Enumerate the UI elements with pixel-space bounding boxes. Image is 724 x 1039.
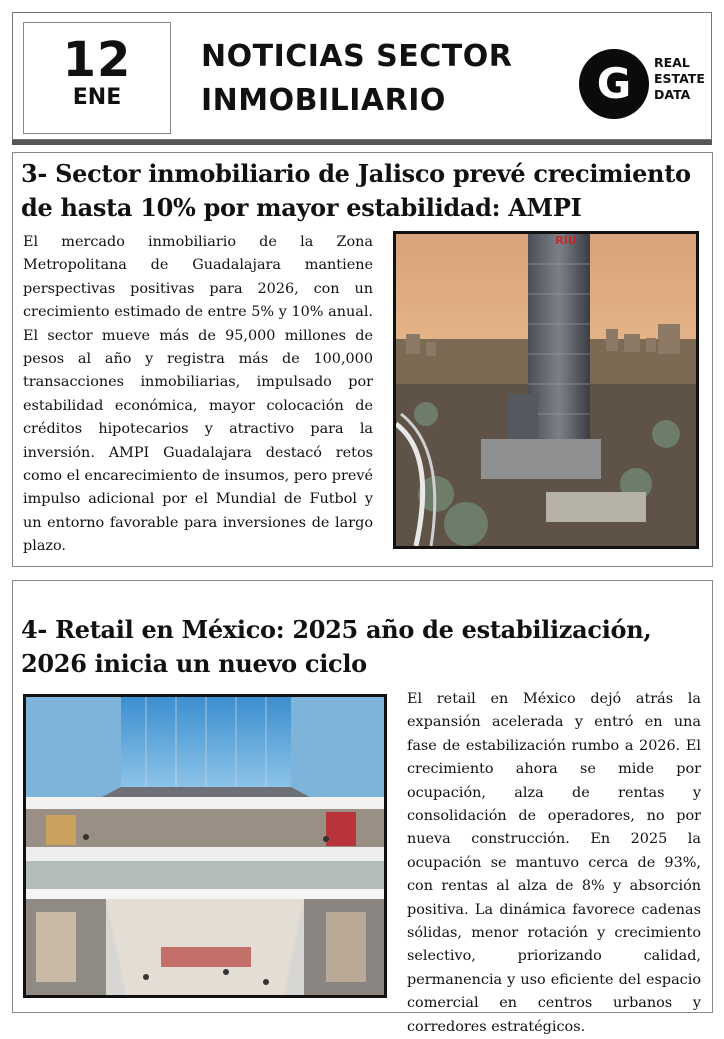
article-body: El mercado inmobiliario de la Zona Metropolitana de Guadalajara mantiene perspectivas positivas para 2026, con un crecimiento estimado de entre 5% y 10% anual. El sector mueve más de 95,000 millones de pesos al año y registra más de 100,000 transacciones inmobiliarias, impulsado por estabilidad económica, mayor colocación de créditos hipotecarios y atractivo para la inversión. AMPI Guadalajara destacó retos como el encarecimiento de insumos, pero prevé impulso adicional por el Mundial de Futbol y un entorno favorable para inversiones de largo plazo. [23, 234, 373, 555]
article-headline: 3- Sector inmobiliario de Jalisco prevé crecimiento de hasta 10% por mayor estabilidad: AMPI [21, 159, 691, 222]
page-header [12, 12, 712, 140]
page-title-line2: INMOBILIARIO [201, 83, 446, 118]
shopping-mall-photo [23, 694, 387, 998]
guadalajara-skyline-photo [393, 231, 699, 549]
skyline-image [396, 234, 696, 546]
header-divider [12, 140, 712, 145]
article-card-3 [12, 152, 713, 567]
article-body: El retail en México dejó atrás la expansión acelerada y entró en una fase de estabilización rumbo a 2026. El crecimiento ahora se mide por ocupación, alza de rentas y consolidación de operadores, no por nueva construcción. En 2025 la ocupación se mantuvo cerca de 93%, con rentas al alza de 8% y absorción positiva. La dinámica favorece cadenas sólidas, menor rotación y crecimiento selectivo, priorizando calidad, permanencia y uso eficiente del espacio comercial en centros urbanos y corredores estratégicos. [407, 691, 701, 1035]
date-day: 12 [62, 32, 132, 88]
article-card-4 [12, 580, 713, 1035]
logo-line-3: DATA [654, 87, 691, 102]
logo-line-2: ESTATE [654, 71, 705, 86]
date-month: ENE [72, 85, 122, 110]
page-title [201, 35, 512, 123]
article-headline: 4- Retail en México: 2025 año de estabilización, 2026 inicia un nuevo ciclo [21, 615, 652, 678]
mall-image [26, 697, 384, 995]
logo-line-1: REAL [654, 55, 690, 70]
date-box [23, 22, 171, 134]
brand-logo-icon: G [579, 49, 649, 119]
photo-sign-text: RIU [555, 234, 577, 247]
brand-logo-text [654, 55, 705, 103]
page-title-line1: NOTICIAS SECTOR [201, 39, 513, 74]
